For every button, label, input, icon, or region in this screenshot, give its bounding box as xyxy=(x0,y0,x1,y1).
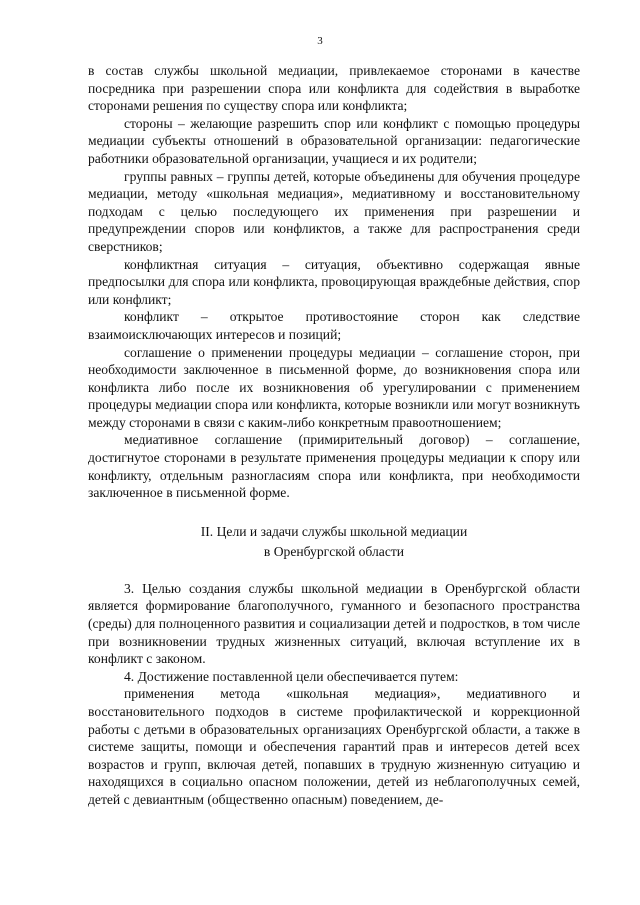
document-body xyxy=(88,62,580,809)
clause-4: 4. Достижение поставленной цели обеспечивается путем: xyxy=(124,668,459,684)
section-heading-line-2: в Оренбургской области xyxy=(263,543,405,559)
definition-conflict-situation: конфликтная ситуация – ситуация, объективно содержащая явные предпосылки для спора или конфликта, провоцирующая враждебные действия, спор или конфликт; xyxy=(88,256,580,307)
definition-parties: стороны – желающие разрешить спор или конфликт с помощью процедуры медиации субъекты отношений в образовательной организации: педагогические работники образовательной организации, учащиеся и их родители; xyxy=(88,115,580,166)
definition-peer-groups: группы равных – группы детей, которые объединены для обучения процедуре медиации, методу «школьная медиация», медиативному и восстановительному подходам с целью последующего их применения при разрешении и предупреждении споров или конфликтов, а также для распространения среди сверстников; xyxy=(88,168,580,254)
definition-conflict: конфликт – открытое противостояние сторон как следствие взаимоисключающих интересов и позиций; xyxy=(88,309,580,342)
section-heading xyxy=(88,522,580,562)
definition-mediator-continuation: в состав службы школьной медиации, привлекаемое сторонами в качестве посредника при разрешении спора или конфликта для содействия в выработке сторонами решения по существу спора или конфликта; xyxy=(88,63,580,114)
page-number: 3 xyxy=(317,35,323,47)
definition-settlement-agreement: медиативное соглашение (примирительный договор) – соглашение, достигнутое сторонами в результате применения процедуры медиации к спору или конфликту, отдельным разногласиям спора или конфликта, при необходимости заключенное в письменной форме. xyxy=(88,432,580,501)
clause-3: 3. Целью создания службы школьной медиации в Оренбургской области является формирование благополучного, гуманного и безопасного пространства (среды) для полноценного развития и социализации детей и подростков, в том числе при возникновении трудных жизненных ситуаций, включая вступление их в конфликт с законом. xyxy=(88,580,580,667)
section-heading-line-1: II. Цели и задачи службы школьной медиации xyxy=(200,523,468,539)
definition-mediation-agreement: соглашение о применении процедуры медиации – соглашение сторон, при необходимости заключенное в письменной форме, до возникновения спора или конфликта либо после их возникновения об урегулировании с применением процедуры медиации спора или конфликта, которые возникли или могут возникнуть между сторонами в связи с каким-либо конкретным правоотношением; xyxy=(88,344,580,430)
clause-4-item-1: применения метода «школьная медиация», медиативного и восстановительного подходов в системе профилактической и коррекционной работы с детьми в образовательных организациях Оренбургской области, а также в системе защиты, помощи и обеспечения гарантий прав и интересов детей всех возрастов и групп, включая детей, попавших в трудную жизненную ситуацию и находящихся в социально опасном положении, детей из неблагополучных семей, детей с девиантным (общественно опасным) поведением, де- xyxy=(88,686,580,807)
